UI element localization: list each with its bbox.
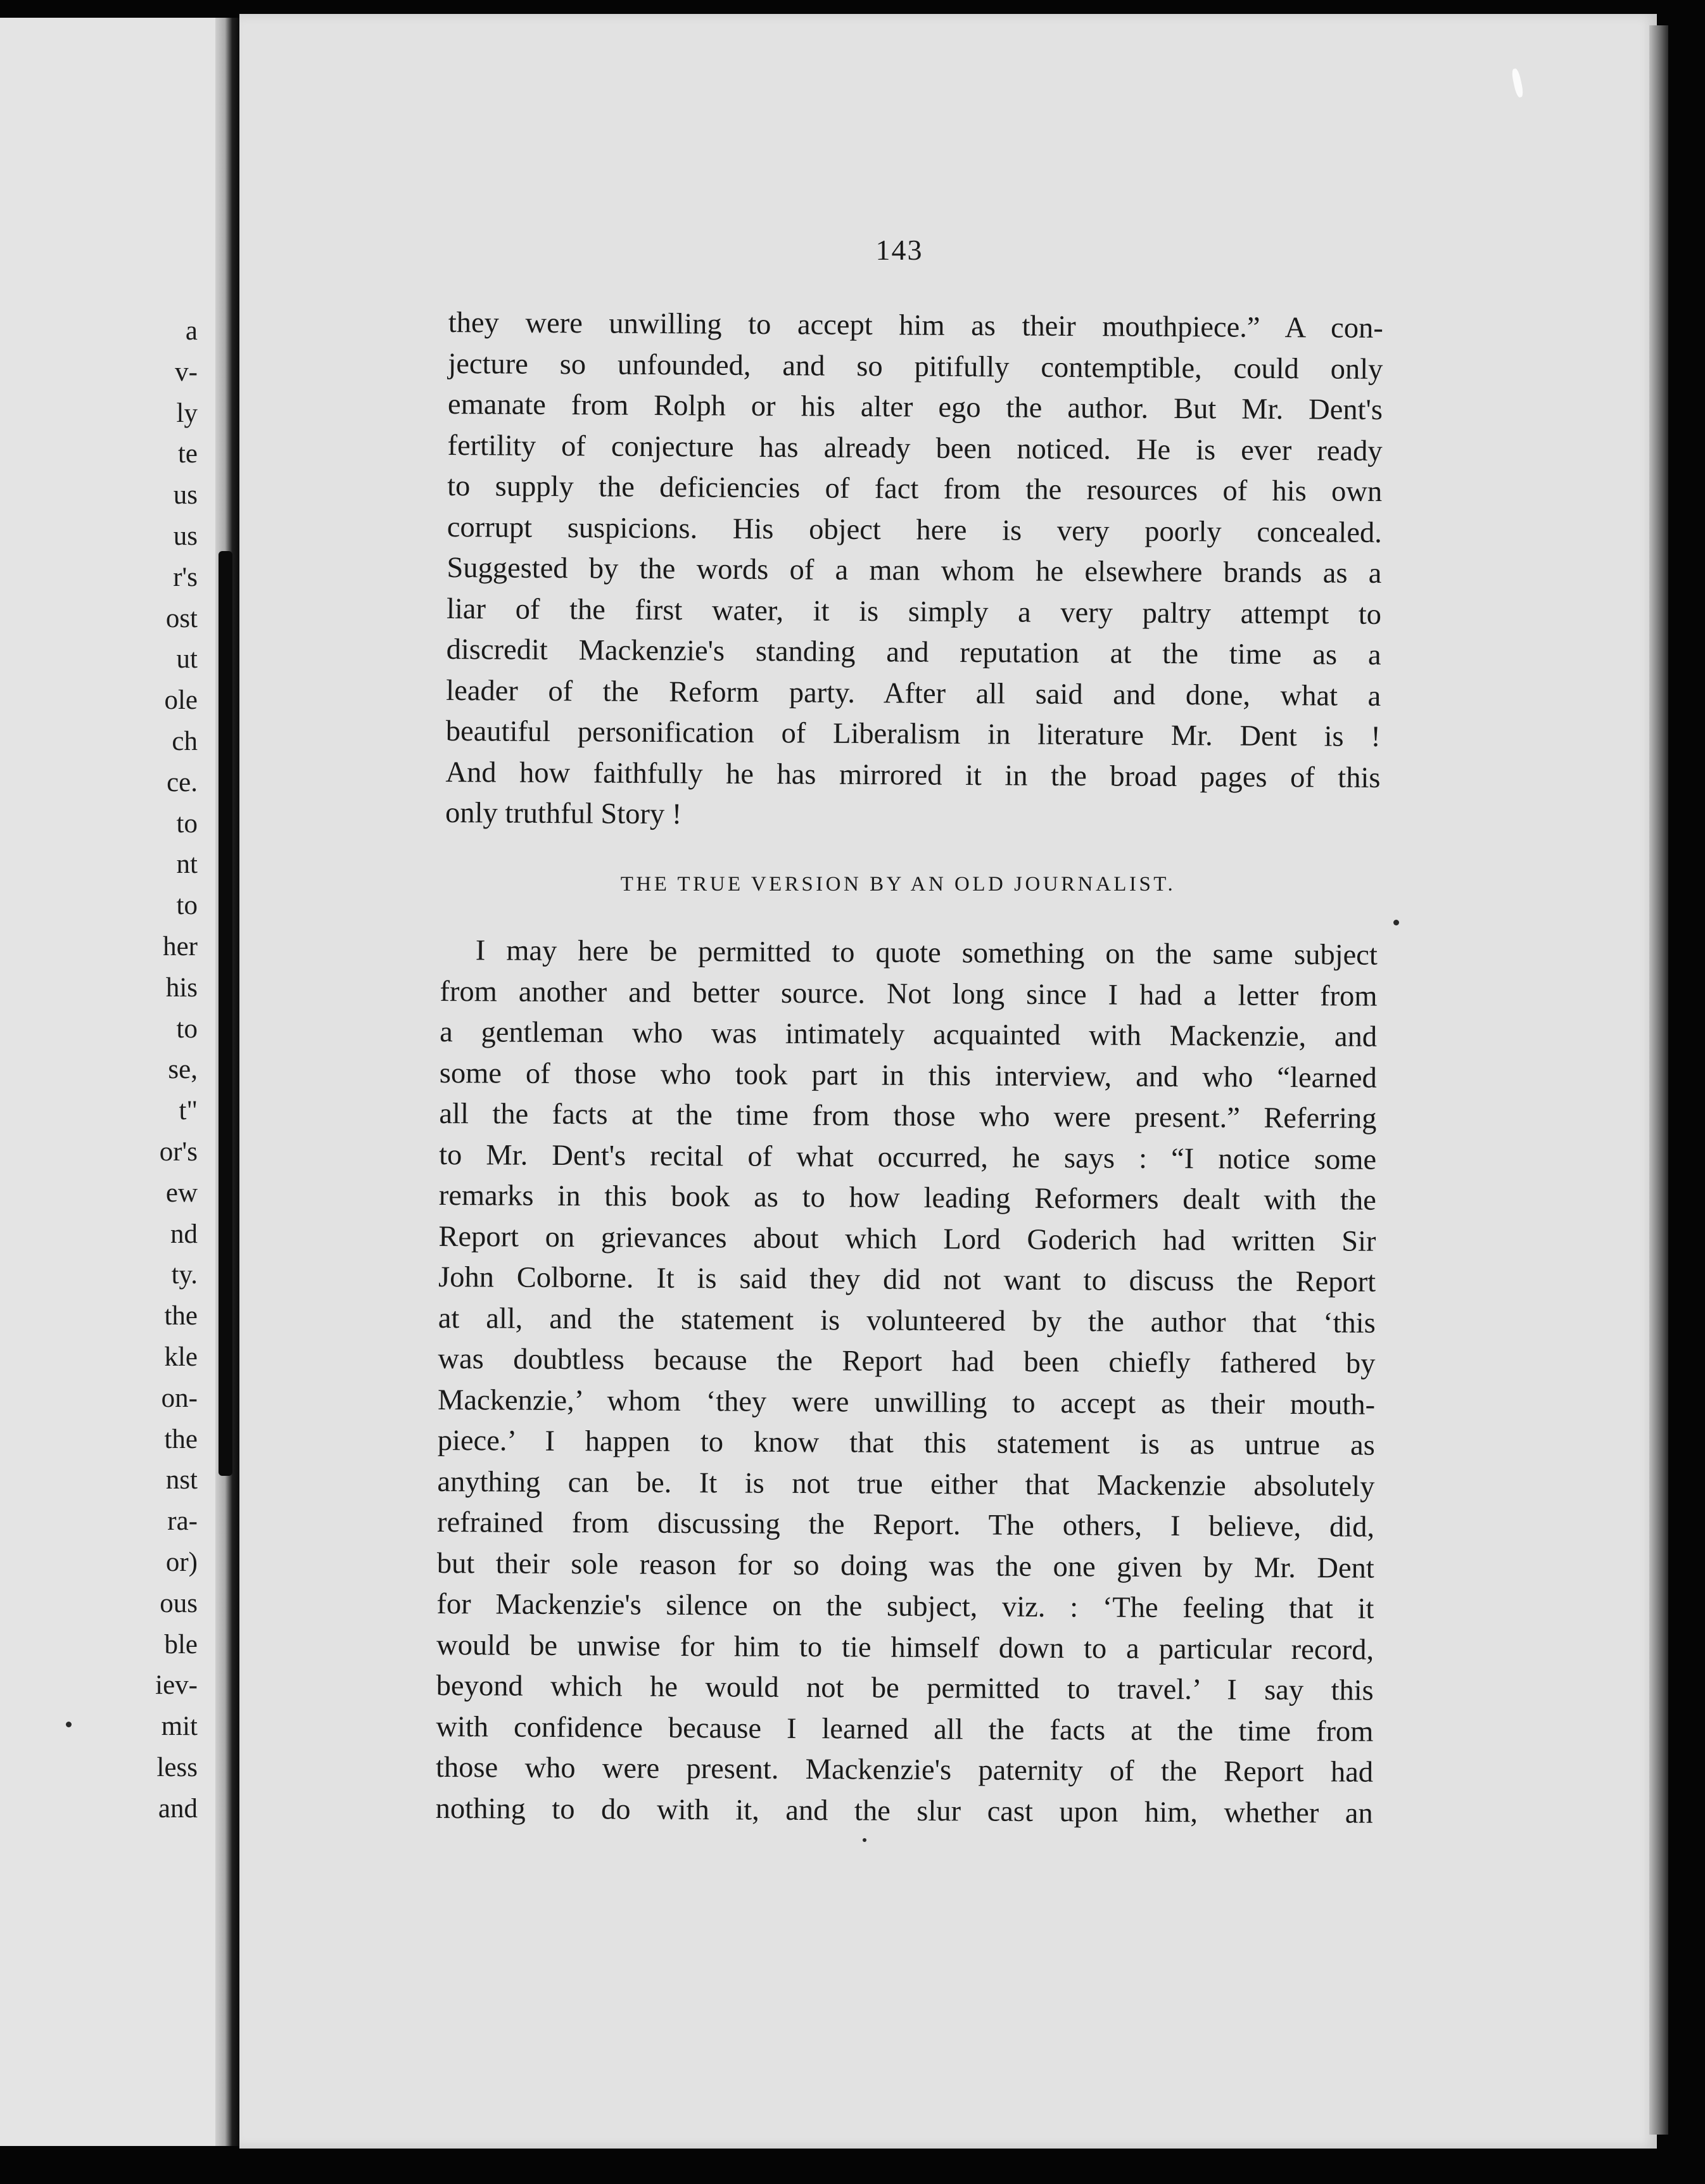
text-line: would be unwise for him to tie himself down to a particular record, — [436, 1628, 1374, 1667]
section-heading: THE TRUE VERSION BY AN OLD JOURNALIST. — [620, 873, 1176, 896]
text-line: refrained from discussing the Report. The others, I believe, did, — [436, 1506, 1375, 1544]
left-page-line-fragment: nd — [170, 1219, 198, 1249]
text-line: with confidence because I learned all the facts at the time from — [436, 1710, 1374, 1748]
left-page-line-fragment: te — [177, 439, 198, 469]
left-page-line-fragment: the — [164, 1424, 198, 1454]
text-line: from another and better source. Not long since I had a letter from — [440, 975, 1378, 1013]
left-page-line-fragment: to — [176, 891, 198, 921]
text-line: John Colborne. It is said they did not want to discuss the Report — [438, 1260, 1376, 1298]
left-page-line-fragment: ce. — [167, 767, 198, 797]
left-page-line-fragment: us — [173, 480, 198, 511]
left-page-line-fragment: ble — [164, 1629, 198, 1660]
left-page-line-fragment: or's — [159, 1137, 198, 1167]
left-page-line-fragment: or) — [165, 1547, 198, 1577]
left-page-line-fragment: ew — [165, 1178, 198, 1208]
scan-speck — [1393, 920, 1399, 925]
text-line: I may here be permitted to quote something on the same subject — [475, 934, 1378, 972]
text-line: to Mr. Dent's recital of what occurred, he says : “I notice some — [439, 1138, 1377, 1176]
text-line: all the facts at the time from those who were present.” Referring — [439, 1097, 1377, 1135]
left-page-line-fragment: t" — [179, 1096, 198, 1126]
text-line: jecture so unfounded, and so pitifully contemptible, could only — [448, 347, 1383, 386]
text-line: Suggested by the words of a man whom he elsewhere brands as a — [447, 551, 1382, 590]
scan-speck — [66, 1722, 72, 1727]
text-line: discredit Mackenzie's standing and reputation at the time as a — [446, 633, 1381, 672]
text-line: to supply the deficiencies of fact from the resources of his own — [447, 469, 1383, 509]
text-line: beyond which he would not be permitted to travel.’ I say this — [436, 1669, 1374, 1707]
left-page-line-fragment: ty. — [171, 1260, 198, 1290]
left-page-line-fragment: the — [164, 1301, 198, 1331]
text-line: Mackenzie,’ whom ‘they were unwilling to accept as their mouth- — [437, 1383, 1376, 1421]
text-line: those who were present. Mackenzie's paternity of the Report had — [435, 1751, 1374, 1789]
page-number: 143 — [875, 234, 923, 266]
text-line: remarks in this book as to how leading Reformers dealt with the — [438, 1179, 1376, 1217]
left-page-line-fragment: v- — [175, 357, 198, 387]
text-line: And how faithfully he has mirrored it in the broad pages of this — [445, 756, 1381, 794]
page-edge — [1649, 25, 1668, 2135]
text-line: they were unwilling to accept him as their mouthpiece.” A con- — [448, 306, 1383, 345]
paragraph-2 — [436, 930, 1378, 1834]
text-line: beautiful personification of Liberalism in literature Mr. Dent is ! — [445, 714, 1381, 754]
left-page-line-fragment: ole — [164, 685, 198, 716]
left-page-line-fragment: nt — [176, 849, 198, 880]
text-line: at all, and the statement is volunteered by the author that ‘this — [438, 1302, 1376, 1340]
left-page-line-fragment: on- — [161, 1383, 198, 1413]
text-line: fertility of conjecture has already been noticed. He is ever ready — [447, 429, 1383, 467]
left-page-line-fragment: se, — [168, 1055, 198, 1085]
left-page-line-fragment: less — [156, 1753, 198, 1782]
left-page-line-fragment: a — [185, 316, 198, 346]
text-line: but their sole reason for so doing was the one given by Mr. Dent — [436, 1547, 1374, 1585]
text-line: liar of the first water, it is simply a very paltry attempt to — [446, 592, 1382, 631]
binding-spine — [219, 551, 232, 1476]
left-facing-page — [0, 18, 219, 2146]
text-line: a gentleman who was intimately acquainted with Mackenzie, and — [440, 1015, 1378, 1053]
text-line: nothing to do with it, and the slur cast upon him, whether an — [435, 1792, 1373, 1830]
left-page-line-fragment: r's — [173, 562, 198, 592]
left-page-line-fragment: nst — [165, 1465, 198, 1495]
paragraph-1 — [445, 303, 1383, 840]
text-line: emanate from Rolph or his alter ego the author. But Mr. Dent's — [447, 388, 1383, 427]
left-page-line-fragment: us — [173, 521, 198, 551]
left-page-line-fragment: iev- — [155, 1670, 198, 1701]
text-line: corrupt suspicions. His object here is very poorly concealed. — [447, 511, 1382, 549]
left-page-line-fragment: ra- — [167, 1506, 198, 1537]
left-page-line-fragment: kle — [164, 1342, 198, 1372]
text-line: some of those who took part in this interview, and who “learned — [439, 1057, 1377, 1095]
text-line: leader of the Reform party. After all said and done, what a — [446, 674, 1381, 713]
left-page-line-fragment: his — [165, 972, 198, 1003]
left-page-line-fragment: ous — [160, 1588, 198, 1618]
left-page-line-fragment: to — [176, 808, 198, 839]
left-page-line-fragment: ut — [176, 644, 198, 675]
left-page-line-fragment: ch — [172, 727, 198, 756]
text-line: only truthful Story ! — [445, 796, 682, 831]
left-page-line-fragment: her — [163, 932, 198, 962]
left-page-line-fragment: to — [176, 1013, 198, 1044]
left-page-line-fragment: ost — [165, 603, 198, 633]
text-line: for Mackenzie's silence on the subject, viz. : ‘The feeling that it — [436, 1587, 1374, 1625]
left-page-line-fragment: mit — [161, 1711, 198, 1742]
left-page-line-fragment: and — [158, 1793, 198, 1824]
text-line: was doubtless because the Report had been chiefly fathered by — [438, 1342, 1376, 1380]
text-line: piece.’ I happen to know that this statement is as untrue as — [437, 1424, 1375, 1462]
left-page-line-fragment: ly — [176, 398, 198, 428]
text-line: anything can be. It is not true either that Mackenzie absolutely — [437, 1465, 1375, 1503]
text-line: Report on grievances about which Lord Goderich had written Sir — [438, 1220, 1376, 1258]
scan-speck — [863, 1838, 866, 1842]
